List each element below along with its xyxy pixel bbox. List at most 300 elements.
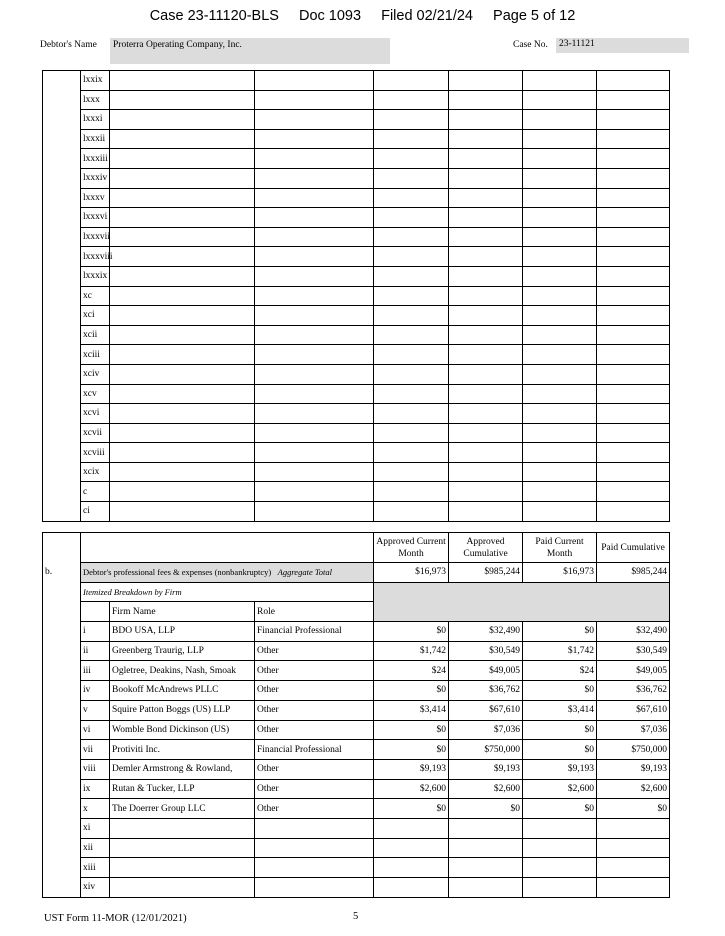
blank-cell[interactable] — [255, 247, 374, 267]
blank-cell[interactable] — [523, 71, 597, 91]
blank-cell[interactable] — [255, 858, 374, 878]
table-row — [43, 188, 670, 208]
blank-cell[interactable] — [523, 462, 597, 482]
blank-cell[interactable] — [374, 168, 449, 188]
blank-cell[interactable] — [374, 129, 449, 149]
row-number: lxxix — [81, 71, 110, 91]
firm-amount: $32,490 — [597, 622, 670, 642]
blank-cell[interactable] — [597, 384, 670, 404]
firm-amount: $0 — [449, 799, 523, 819]
blank-cell[interactable] — [374, 423, 449, 443]
header-blank-cell — [81, 533, 374, 563]
section-cell — [43, 482, 81, 502]
blank-cell[interactable] — [255, 818, 374, 838]
blank-cell[interactable] — [110, 208, 255, 228]
section-cell — [43, 622, 81, 642]
blank-cell[interactable] — [255, 129, 374, 149]
firm-role: Other — [255, 759, 374, 779]
case-no-field[interactable]: 23-11121 — [556, 38, 689, 53]
firm-row — [43, 740, 670, 760]
firm-amount: $49,005 — [449, 661, 523, 681]
firm-number: v — [81, 700, 110, 720]
table-row — [43, 247, 670, 267]
blank-cell[interactable] — [449, 502, 523, 522]
blank-cell[interactable] — [110, 90, 255, 110]
blank-cell[interactable] — [449, 306, 523, 326]
blank-cell[interactable] — [110, 502, 255, 522]
blank-cell[interactable] — [523, 325, 597, 345]
blank-cell[interactable] — [374, 90, 449, 110]
blank-cell[interactable] — [597, 188, 670, 208]
firm-amount: $0 — [374, 622, 449, 642]
blank-cell[interactable] — [597, 90, 670, 110]
firm-number: vii — [81, 740, 110, 760]
blank-cell[interactable] — [255, 286, 374, 306]
blank-cell[interactable] — [255, 306, 374, 326]
blank-cell[interactable] — [110, 266, 255, 286]
blank-cell[interactable] — [255, 110, 374, 130]
blank-cell[interactable] — [255, 208, 374, 228]
blank-cell[interactable] — [597, 71, 670, 91]
firm-amount: $2,600 — [597, 779, 670, 799]
firm-number: xiii — [81, 858, 110, 878]
blank-cell[interactable] — [374, 462, 449, 482]
upper-continuation-table — [42, 70, 670, 522]
debtor-name-field[interactable]: Proterra Operating Company, Inc. — [110, 38, 390, 64]
blank-cell[interactable] — [110, 878, 255, 898]
blank-cell[interactable] — [449, 129, 523, 149]
section-cell — [43, 423, 81, 443]
row-number: lxxxi — [81, 110, 110, 130]
firm-row — [43, 759, 670, 779]
blank-cell[interactable] — [597, 110, 670, 130]
table-row — [43, 345, 670, 365]
blank-cell[interactable] — [449, 818, 523, 838]
row-number: xcix — [81, 462, 110, 482]
blank-cell[interactable] — [374, 858, 449, 878]
blank-cell[interactable] — [255, 227, 374, 247]
firm-amount: $0 — [523, 681, 597, 701]
firm-amount: $32,490 — [449, 622, 523, 642]
blank-cell[interactable] — [110, 404, 255, 424]
blank-cell[interactable] — [110, 71, 255, 91]
blank-cell[interactable] — [374, 384, 449, 404]
blank-cell[interactable] — [523, 838, 597, 858]
blank-cell[interactable] — [597, 404, 670, 424]
form-footer: UST Form 11-MOR (12/01/2021) — [44, 913, 187, 924]
blank-cell[interactable] — [449, 482, 523, 502]
blank-cell[interactable] — [255, 325, 374, 345]
blank-cell[interactable] — [597, 364, 670, 384]
blank-cell[interactable] — [110, 306, 255, 326]
blank-cell[interactable] — [255, 71, 374, 91]
blank-cell[interactable] — [374, 71, 449, 91]
total-paid-cumulative: $985,244 — [597, 563, 670, 583]
blank-cell[interactable] — [110, 227, 255, 247]
blank-cell[interactable] — [449, 286, 523, 306]
section-cell — [43, 602, 81, 622]
blank-cell[interactable] — [374, 364, 449, 384]
section-cell — [43, 306, 81, 326]
firm-number: x — [81, 799, 110, 819]
firm-amount: $24 — [523, 661, 597, 681]
row-number: lxxxiv — [81, 168, 110, 188]
row-number: xcvi — [81, 404, 110, 424]
firm-name: Rutan & Tucker, LLP — [110, 779, 255, 799]
blank-cell[interactable] — [110, 129, 255, 149]
blank-cell[interactable] — [374, 110, 449, 130]
section-cell — [43, 759, 81, 779]
num-col-header — [81, 602, 110, 622]
section-cell — [43, 129, 81, 149]
blank-cell[interactable] — [374, 188, 449, 208]
blank-cell[interactable] — [449, 71, 523, 91]
blank-cell[interactable] — [597, 838, 670, 858]
section-label: b. — [43, 563, 81, 583]
blank-cell[interactable] — [374, 502, 449, 522]
blank-cell[interactable] — [449, 858, 523, 878]
blank-cell[interactable] — [597, 306, 670, 326]
table-row — [43, 266, 670, 286]
row-number: lxxxii — [81, 129, 110, 149]
blank-cell[interactable] — [374, 818, 449, 838]
table-row — [43, 306, 670, 326]
firm-amount: $750,000 — [449, 740, 523, 760]
blank-cell[interactable] — [597, 443, 670, 463]
section-cell — [43, 286, 81, 306]
blank-cell[interactable] — [523, 90, 597, 110]
blank-cell[interactable] — [374, 247, 449, 267]
firm-number: xi — [81, 818, 110, 838]
filed-date-header: Filed 02/21/24 — [381, 8, 473, 24]
blank-cell[interactable] — [255, 149, 374, 169]
firm-amount: $9,193 — [374, 759, 449, 779]
blank-cell[interactable] — [110, 443, 255, 463]
blank-cell[interactable] — [374, 325, 449, 345]
blank-cell[interactable] — [523, 482, 597, 502]
table-row — [43, 443, 670, 463]
firm-amount: $30,549 — [597, 641, 670, 661]
row-number: lxxxvi — [81, 208, 110, 228]
blank-cell[interactable] — [449, 168, 523, 188]
row-number: xcii — [81, 325, 110, 345]
firm-row — [43, 661, 670, 681]
blank-cell[interactable] — [449, 384, 523, 404]
section-cell — [43, 404, 81, 424]
blank-cell[interactable] — [255, 404, 374, 424]
blank-cell[interactable] — [255, 878, 374, 898]
firm-amount: $2,600 — [523, 779, 597, 799]
table-row — [43, 227, 670, 247]
blank-cell[interactable] — [597, 266, 670, 286]
blank-cell[interactable] — [523, 423, 597, 443]
blank-cell[interactable] — [110, 286, 255, 306]
blank-cell[interactable] — [449, 188, 523, 208]
blank-cell[interactable] — [597, 168, 670, 188]
blank-cell[interactable] — [523, 878, 597, 898]
blank-cell[interactable] — [523, 149, 597, 169]
firm-number: ii — [81, 641, 110, 661]
firm-row — [43, 681, 670, 701]
table-row — [43, 423, 670, 443]
case-no-label: Case No. — [513, 40, 548, 50]
blank-cell[interactable] — [110, 384, 255, 404]
section-cell — [43, 700, 81, 720]
blank-cell[interactable] — [523, 384, 597, 404]
row-number: xcviii — [81, 443, 110, 463]
blank-cell[interactable] — [449, 838, 523, 858]
firm-role: Other — [255, 779, 374, 799]
blank-cell[interactable] — [255, 384, 374, 404]
firm-number: iv — [81, 681, 110, 701]
blank-cell[interactable] — [374, 878, 449, 898]
blank-cell[interactable] — [523, 286, 597, 306]
table-row — [43, 482, 670, 502]
blank-cell[interactable] — [523, 443, 597, 463]
section-cell — [43, 502, 81, 522]
blank-cell[interactable] — [255, 423, 374, 443]
row-number: lxxxvii — [81, 227, 110, 247]
blank-cell[interactable] — [110, 345, 255, 365]
firm-amount: $0 — [523, 720, 597, 740]
blank-cell[interactable] — [110, 364, 255, 384]
row-number: ci — [81, 502, 110, 522]
table-row — [43, 149, 670, 169]
table-row — [43, 110, 670, 130]
blank-cell[interactable] — [255, 502, 374, 522]
section-cell — [43, 227, 81, 247]
firm-amount: $36,762 — [597, 681, 670, 701]
blank-cell[interactable] — [597, 227, 670, 247]
blank-cell[interactable] — [110, 818, 255, 838]
section-cell — [43, 149, 81, 169]
firm-name: The Doerrer Group LLC — [110, 799, 255, 819]
blank-cell[interactable] — [110, 325, 255, 345]
firm-amount: $3,414 — [523, 700, 597, 720]
firm-role: Other — [255, 720, 374, 740]
blank-firm-row — [43, 858, 670, 878]
blank-cell[interactable] — [523, 188, 597, 208]
firm-role: Financial Professional — [255, 740, 374, 760]
blank-cell[interactable] — [449, 423, 523, 443]
blank-cell[interactable] — [255, 266, 374, 286]
blank-cell[interactable] — [449, 149, 523, 169]
section-cell — [43, 799, 81, 819]
blank-cell[interactable] — [255, 345, 374, 365]
firm-name: Demler Armstrong & Rowland, — [110, 759, 255, 779]
blank-cell[interactable] — [374, 482, 449, 502]
blank-cell[interactable] — [449, 208, 523, 228]
blank-cell[interactable] — [374, 149, 449, 169]
firm-amount: $2,600 — [374, 779, 449, 799]
blank-cell[interactable] — [110, 838, 255, 858]
blank-cell[interactable] — [523, 404, 597, 424]
firm-number: xii — [81, 838, 110, 858]
blank-cell[interactable] — [523, 227, 597, 247]
firm-role: Other — [255, 700, 374, 720]
fees-total-row — [43, 563, 670, 583]
total-approved-cumulative: $985,244 — [449, 563, 523, 583]
firm-amount: $0 — [374, 740, 449, 760]
blank-cell[interactable] — [597, 208, 670, 228]
firm-name: Greenberg Traurig, LLP — [110, 641, 255, 661]
blank-cell[interactable] — [449, 462, 523, 482]
blank-cell[interactable] — [523, 306, 597, 326]
section-cell — [43, 582, 81, 602]
section-cell — [43, 110, 81, 130]
firm-amount: $2,600 — [449, 779, 523, 799]
blank-cell[interactable] — [449, 266, 523, 286]
section-cell — [43, 462, 81, 482]
blank-cell[interactable] — [597, 325, 670, 345]
section-cell — [43, 71, 81, 91]
firm-amount: $7,036 — [597, 720, 670, 740]
itemized-label-row — [43, 582, 670, 602]
blank-cell[interactable] — [597, 502, 670, 522]
blank-cell[interactable] — [523, 110, 597, 130]
row-number: xcv — [81, 384, 110, 404]
blank-cell[interactable] — [374, 404, 449, 424]
blank-cell[interactable] — [110, 110, 255, 130]
blank-cell[interactable] — [523, 858, 597, 878]
blank-firm-row — [43, 818, 670, 838]
table-row — [43, 90, 670, 110]
blank-cell[interactable] — [374, 227, 449, 247]
blank-cell[interactable] — [255, 364, 374, 384]
blank-cell[interactable] — [523, 129, 597, 149]
blank-cell[interactable] — [523, 345, 597, 365]
aggregate-total-label: Aggregate Total — [277, 567, 333, 578]
section-cell — [43, 325, 81, 345]
section-cell — [43, 720, 81, 740]
blank-cell[interactable] — [449, 90, 523, 110]
blank-cell[interactable] — [110, 482, 255, 502]
blank-firm-row — [43, 838, 670, 858]
firm-row — [43, 720, 670, 740]
firm-amount: $0 — [597, 799, 670, 819]
firm-amount: $9,193 — [523, 759, 597, 779]
blank-cell[interactable] — [449, 404, 523, 424]
blank-cell[interactable] — [449, 110, 523, 130]
blank-cell[interactable] — [110, 247, 255, 267]
blank-cell[interactable] — [255, 838, 374, 858]
section-cell — [43, 878, 81, 898]
firm-amount: $0 — [374, 799, 449, 819]
blank-cell[interactable] — [449, 345, 523, 365]
firm-amount: $0 — [374, 681, 449, 701]
blank-cell[interactable] — [374, 838, 449, 858]
blank-cell[interactable] — [523, 364, 597, 384]
blank-cell[interactable] — [374, 266, 449, 286]
blank-cell[interactable] — [255, 168, 374, 188]
case-number-header: Case 23-11120-BLS — [149, 8, 279, 24]
blank-cell[interactable] — [255, 90, 374, 110]
blank-cell[interactable] — [110, 858, 255, 878]
blank-cell[interactable] — [449, 878, 523, 898]
firm-name: Protiviti Inc. — [110, 740, 255, 760]
section-cell — [43, 533, 81, 563]
blank-cell[interactable] — [597, 482, 670, 502]
blank-cell[interactable] — [523, 266, 597, 286]
blank-cell[interactable] — [449, 325, 523, 345]
blank-cell[interactable] — [255, 482, 374, 502]
blank-cell[interactable] — [597, 129, 670, 149]
firm-amount: $0 — [374, 720, 449, 740]
blank-cell[interactable] — [597, 149, 670, 169]
row-number: xc — [81, 286, 110, 306]
blank-cell[interactable] — [523, 502, 597, 522]
section-cell — [43, 188, 81, 208]
blank-cell[interactable] — [110, 462, 255, 482]
blank-cell[interactable] — [597, 345, 670, 365]
firm-role: Other — [255, 661, 374, 681]
firm-name: Squire Patton Boggs (US) LLP — [110, 700, 255, 720]
blank-cell[interactable] — [110, 149, 255, 169]
blank-cell[interactable] — [597, 818, 670, 838]
firm-row — [43, 641, 670, 661]
blank-cell[interactable] — [449, 364, 523, 384]
row-number: lxxxviii — [81, 247, 110, 267]
blank-cell[interactable] — [597, 858, 670, 878]
blank-cell[interactable] — [597, 286, 670, 306]
firm-name: Ogletree, Deakins, Nash, Smoak — [110, 661, 255, 681]
row-number: lxxxix — [81, 266, 110, 286]
firm-role: Other — [255, 681, 374, 701]
page-count-header: Page 5 of 12 — [493, 8, 576, 24]
row-number: lxxxiii — [81, 149, 110, 169]
col-header-paid-cumulative: Paid Cumulative — [597, 533, 670, 563]
blank-cell[interactable] — [449, 247, 523, 267]
blank-cell[interactable] — [110, 168, 255, 188]
blank-cell[interactable] — [374, 286, 449, 306]
firm-amount: $49,005 — [597, 661, 670, 681]
blank-cell[interactable] — [523, 168, 597, 188]
blank-cell[interactable] — [255, 443, 374, 463]
blank-cell[interactable] — [597, 247, 670, 267]
blank-cell[interactable] — [523, 818, 597, 838]
firm-number: vi — [81, 720, 110, 740]
firm-amount: $7,036 — [449, 720, 523, 740]
blank-cell[interactable] — [449, 227, 523, 247]
blank-cell[interactable] — [110, 188, 255, 208]
blank-cell[interactable] — [374, 306, 449, 326]
firm-amount: $0 — [523, 799, 597, 819]
section-cell — [43, 345, 81, 365]
blank-cell[interactable] — [374, 443, 449, 463]
blank-cell[interactable] — [597, 878, 670, 898]
table-row — [43, 168, 670, 188]
blank-cell[interactable] — [110, 423, 255, 443]
blank-cell[interactable] — [597, 462, 670, 482]
firm-name: BDO USA, LLP — [110, 622, 255, 642]
blank-cell[interactable] — [597, 423, 670, 443]
blank-cell[interactable] — [255, 188, 374, 208]
firm-number: iii — [81, 661, 110, 681]
blank-cell[interactable] — [255, 462, 374, 482]
debtor-name-label: Debtor's Name — [40, 40, 97, 50]
blank-cell[interactable] — [374, 345, 449, 365]
total-approved-current: $16,973 — [374, 563, 449, 583]
section-cell — [43, 90, 81, 110]
section-cell — [43, 661, 81, 681]
blank-cell[interactable] — [449, 443, 523, 463]
firm-amount: $0 — [523, 740, 597, 760]
section-cell — [43, 384, 81, 404]
blank-cell[interactable] — [523, 208, 597, 228]
col-header-approved-current: Approved Current Month — [374, 533, 449, 563]
blank-cell[interactable] — [523, 247, 597, 267]
blank-cell[interactable] — [374, 208, 449, 228]
